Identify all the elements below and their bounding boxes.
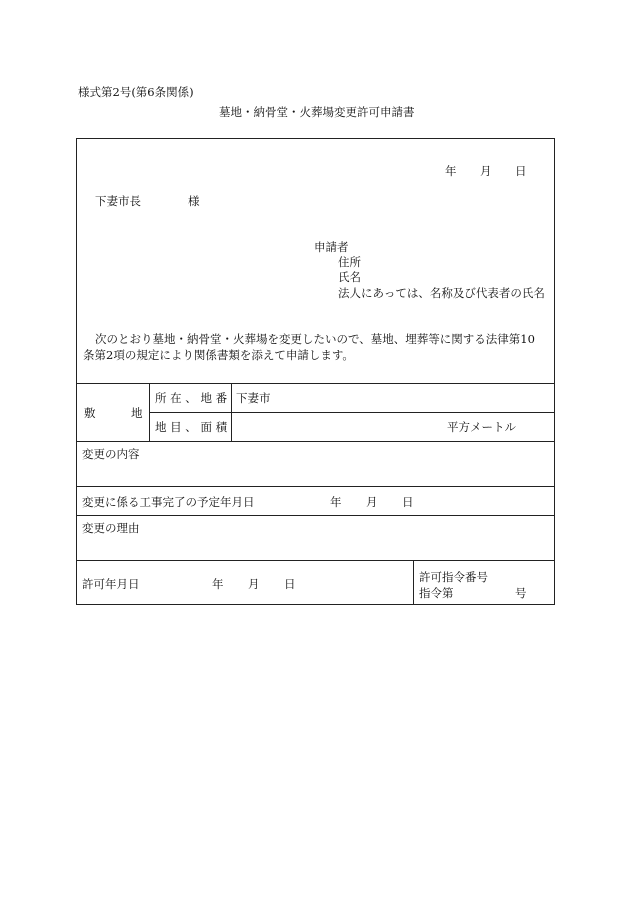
permit-year-label: 年 xyxy=(212,577,224,591)
divider-site-middle xyxy=(149,412,555,413)
permit-number-label: 許可指令番号 xyxy=(419,570,488,584)
applicant-corporate-note: 法人にあっては、名称及び代表者の氏名 xyxy=(338,286,545,300)
change-reason-label: 変更の理由 xyxy=(82,521,140,535)
date-year-label: 年 xyxy=(445,164,457,178)
document-title: 墓地・納骨堂・火葬場変更許可申請書 xyxy=(219,105,415,119)
permit-day-label: 日 xyxy=(284,577,296,591)
date-month-label: 月 xyxy=(480,164,492,178)
divider-site-value-col xyxy=(231,383,232,441)
site-label-right: 地 xyxy=(131,406,143,420)
applicant-address-label: 住所 xyxy=(338,255,361,269)
divider-completion xyxy=(76,515,555,516)
change-details-label: 変更の内容 xyxy=(82,447,140,461)
divider-change-reason xyxy=(76,560,555,561)
permit-date-label: 許可年月日 xyxy=(82,577,140,591)
site-location-value: 下妻市 xyxy=(236,391,271,405)
date-day-label: 日 xyxy=(515,164,527,178)
statement-line-2: 条第2項の規定により関係書類を添えて申請します。 xyxy=(83,348,354,362)
divider-permit-col xyxy=(413,560,414,605)
applicant-label: 申請者 xyxy=(314,240,349,254)
divider-site-top xyxy=(76,383,555,384)
site-label-left: 敷 xyxy=(84,406,96,420)
permit-number-suffix: 号 xyxy=(515,586,527,600)
divider-site-bottom xyxy=(76,441,555,442)
divider-site-label-col xyxy=(149,383,150,441)
site-area-unit: 平方メートル xyxy=(447,420,516,434)
addressee-name: 下妻市長 xyxy=(95,194,141,208)
applicant-name-label: 氏名 xyxy=(338,270,361,284)
addressee-honorific: 様 xyxy=(188,194,200,208)
site-category-label: 地 目 、 面 積 xyxy=(155,420,228,434)
site-location-label: 所 在 、 地 番 xyxy=(155,391,228,405)
divider-change-details xyxy=(76,486,555,487)
permit-number-prefix: 指令第 xyxy=(419,586,454,600)
completion-month-label: 月 xyxy=(366,495,378,509)
statement-line-1: 次のとおり墓地・納骨堂・火葬場を変更したいので、墓地、埋葬等に関する法律第10 xyxy=(95,332,535,346)
completion-date-label: 変更に係る工事完了の予定年月日 xyxy=(82,495,255,509)
application-form xyxy=(76,138,555,605)
completion-year-label: 年 xyxy=(330,495,342,509)
completion-day-label: 日 xyxy=(402,495,414,509)
form-number: 様式第2号(第6条関係) xyxy=(78,85,194,99)
permit-month-label: 月 xyxy=(248,577,260,591)
